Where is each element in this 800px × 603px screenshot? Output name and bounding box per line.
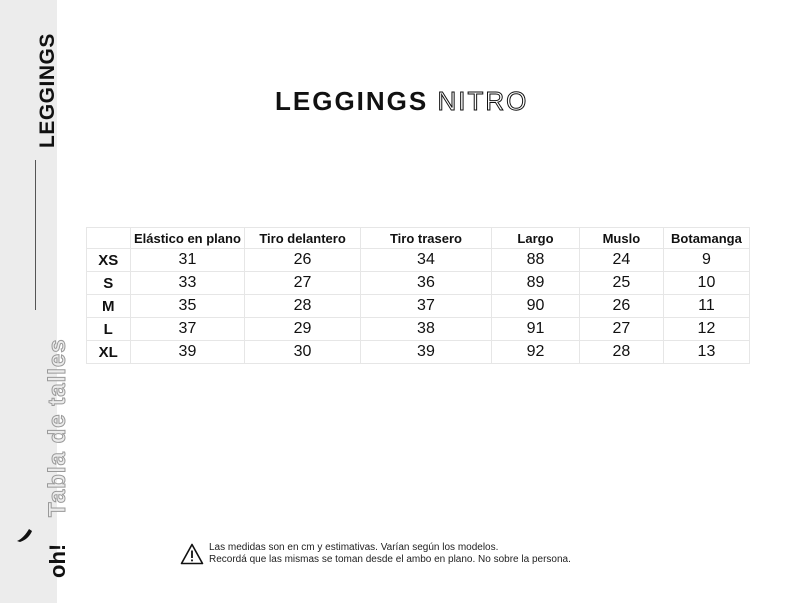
size-label: L (87, 318, 131, 341)
table-row (87, 341, 750, 364)
table-cell: 39 (360, 341, 491, 364)
table-cell: 11 (663, 295, 749, 318)
column-header: Botamanga (663, 228, 749, 249)
table-row (87, 249, 750, 272)
table-cell: 27 (245, 272, 360, 295)
table-cell: 24 (579, 249, 663, 272)
table-cell: 37 (360, 295, 491, 318)
table-cell: 92 (492, 341, 580, 364)
table-cell: 91 (492, 318, 580, 341)
measurement-note (180, 542, 571, 566)
size-label: XL (87, 341, 131, 364)
table-cell: 13 (663, 341, 749, 364)
table-cell: 10 (663, 272, 749, 295)
table-cell: 9 (663, 249, 749, 272)
column-header: Tiro delantero (245, 228, 360, 249)
table-cell: 38 (360, 318, 491, 341)
size-table (86, 227, 750, 364)
title-outline: NITRO (437, 86, 529, 116)
table-cell: 28 (579, 341, 663, 364)
table-cell: 25 (579, 272, 663, 295)
brand-mark-icon (16, 528, 36, 542)
table-cell: 12 (663, 318, 749, 341)
column-header: Largo (492, 228, 580, 249)
table-row (87, 272, 750, 295)
table-cell: 89 (492, 272, 580, 295)
sidebar-subtitle: Tabla de talles (44, 338, 71, 517)
column-header: Tiro trasero (360, 228, 491, 249)
table-cell: 36 (360, 272, 491, 295)
column-header (87, 228, 131, 249)
table-cell: 39 (130, 341, 245, 364)
table-cell: 28 (245, 295, 360, 318)
table-cell: 34 (360, 249, 491, 272)
table-header-row (87, 228, 750, 249)
table-row (87, 318, 750, 341)
sidebar-divider (35, 160, 36, 310)
table-cell: 35 (130, 295, 245, 318)
page-title (275, 86, 528, 117)
size-label: M (87, 295, 131, 318)
note-line-2: Recordá que las mismas se toman desde el ambo en plano. No sobre la persona. (209, 554, 571, 565)
note-text (209, 542, 571, 566)
table-cell: 37 (130, 318, 245, 341)
table-cell: 27 (579, 318, 663, 341)
table-cell: 88 (492, 249, 580, 272)
table-cell: 33 (130, 272, 245, 295)
warning-icon (180, 543, 204, 565)
title-strong: LEGGINGS (275, 86, 429, 116)
table-cell: 30 (245, 341, 360, 364)
size-label: S (87, 272, 131, 295)
sidebar-title: LEGGINGS (36, 33, 59, 148)
table-cell: 26 (579, 295, 663, 318)
column-header: Muslo (579, 228, 663, 249)
table-cell: 31 (130, 249, 245, 272)
note-line-1: Las medidas son en cm y estimativas. Varían según los modelos. (209, 542, 499, 553)
table-cell: 29 (245, 318, 360, 341)
table-cell: 90 (492, 295, 580, 318)
brand-logo: oh! (45, 543, 70, 578)
size-label: XS (87, 249, 131, 272)
table-row (87, 295, 750, 318)
table-cell: 26 (245, 249, 360, 272)
column-header: Elástico en plano (130, 228, 245, 249)
sidebar (0, 0, 71, 603)
